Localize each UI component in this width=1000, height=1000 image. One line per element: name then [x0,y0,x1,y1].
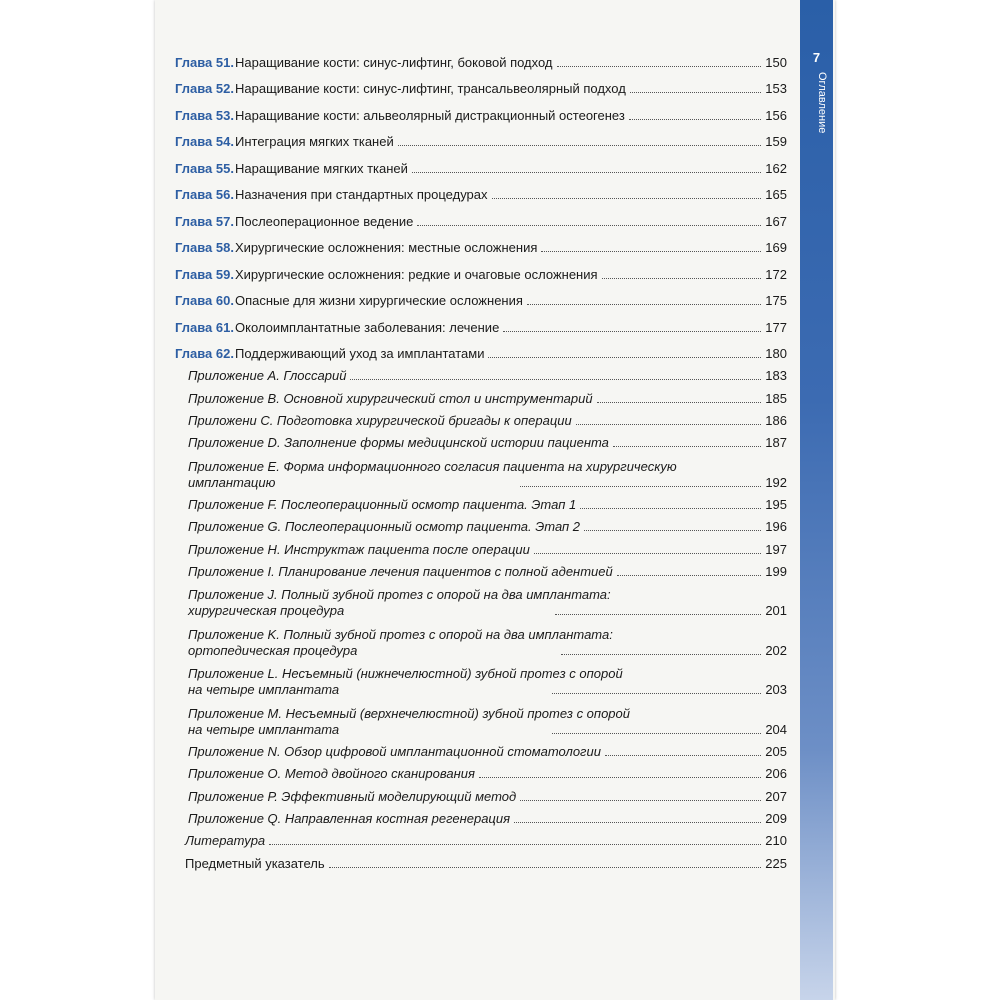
dot-leader [417,225,761,226]
chapter-label: Глава 53. [175,107,234,123]
toc-chapter-entry[interactable] [175,44,787,71]
appendix-page: 201 [765,603,788,619]
chapter-label: Глава 54. [175,134,234,149]
appendix-page: 206 [765,766,787,782]
chapter-title: Наращивание мягких тканей [235,160,408,176]
backmatter-page: 210 [765,833,787,849]
toc-appendix-entry[interactable] [175,760,787,782]
chapter-label: Глава 58. [175,240,234,255]
chapter-page: 165 [765,187,787,202]
chapter-label: Глава 51. [175,54,234,70]
dot-leader [488,357,761,358]
chapter-title: Послеоперационное ведение [235,213,414,229]
appendix-page: 197 [765,541,787,557]
appendix-title: Приложени С. Подготовка хирургической бригады к операции [188,412,572,428]
dot-leader [605,755,761,756]
appendix-title-cont: на четыре имплантата [188,682,340,698]
toc-appendix-entry[interactable] [175,782,787,804]
appendix-title-row2 [188,682,787,698]
appendix-title-cont: хирургическая процедура [188,603,345,619]
toc-appendix-entry[interactable] [175,362,787,384]
appendix-title: Приложение L. Несъемный (нижнечелюстной) зубной протез с опорой [188,666,623,682]
appendix-page: 187 [765,435,787,451]
dot-leader [412,172,761,173]
dot-leader [576,424,762,425]
dot-leader [602,278,762,279]
toc-appendix-entry[interactable] [175,491,787,513]
toc-appendix-entry[interactable] [175,698,787,738]
backmatter-title: Предметный указатель [185,855,325,871]
chapter-title: Опасные для жизни хирургические осложнения [235,293,523,308]
appendix-page: 209 [765,811,787,827]
toc-appendix-entry[interactable] [175,429,787,451]
toc-appendix-entry[interactable] [175,805,787,827]
appendix-title: Приложение А. Глоссарий [188,368,347,384]
appendix-title: Приложение Р. Эффективный моделирующий метод [188,788,517,804]
appendix-title: Приложение Е. Форма информационного согласия пациента на хирургическую [188,458,677,474]
chapter-page: 150 [765,54,787,70]
appendix-title: Приложение В. Основной хирургический стол и инструментарий [188,390,593,406]
appendix-page: 205 [765,744,787,760]
chapter-page: 175 [765,293,787,308]
toc-chapter-entry[interactable] [175,97,787,124]
backmatter-page: 225 [765,855,787,871]
chapter-page: 159 [765,134,787,149]
toc-chapter-entry[interactable] [175,150,787,177]
backmatter-title: Литература [185,833,266,849]
appendix-page: 183 [765,368,787,384]
dot-leader [503,331,761,332]
chapter-page: 156 [765,107,787,123]
chapter-page: 172 [765,266,787,282]
chapter-label: Глава 52. [175,81,234,96]
chapter-title: Хирургические осложнения: редкие и очаговые осложнения [235,266,598,282]
chapter-label: Глава 59. [175,266,234,282]
chapter-page: 177 [765,319,787,335]
dot-leader [597,402,762,403]
dot-leader [557,66,762,67]
dot-leader [552,733,761,734]
dot-leader [617,575,762,576]
appendix-page: 199 [765,563,787,579]
chapter-title: Наращивание кости: альвеолярный дистракционный остеогенез [235,107,625,123]
toc-appendix-entry[interactable] [175,384,787,406]
dot-leader [630,92,762,93]
chapter-title: Поддерживающий уход за имплантатами [235,346,485,361]
toc-appendix-entry[interactable] [175,580,787,620]
toc-appendix-entry[interactable] [175,619,787,659]
dot-leader [552,693,761,694]
chapter-label: Глава 57. [175,213,234,229]
toc-chapter-entry[interactable] [175,309,787,336]
chapter-title: Назначения при стандартных процедурах [235,187,488,202]
dot-leader [541,251,761,252]
appendix-page: 203 [765,682,788,698]
chapter-label: Глава 55. [175,160,234,176]
appendix-page: 185 [765,390,787,406]
chapter-page: 162 [765,160,787,176]
appendix-title: Приложение О. Метод двойного сканирования [188,766,475,782]
appendix-page: 192 [765,474,788,490]
appendix-title-row2 [188,603,787,619]
table-of-contents [175,44,787,872]
appendix-title-cont: имплантацию [188,474,276,490]
chapter-title: Интеграция мягких тканей [235,134,394,149]
appendix-page: 186 [765,412,787,428]
section-sidebar [800,0,833,1000]
dot-leader [555,614,762,615]
toc-backmatter-entry[interactable] [175,827,787,849]
appendix-title: Приложение J. Полный зубной протез с опорой на два имплантата: [188,587,611,603]
toc-appendix-entry[interactable] [175,558,787,580]
appendix-title: Приложение М. Несъемный (верхнечелюстной) зубной протез с опорой [188,705,630,721]
appendix-title: Приложение K. Полный зубной протез с опорой на два имплантата: [188,626,613,642]
appendix-title: Приложение D. Заполнение формы медицинской истории пациента [188,435,609,451]
chapter-page: 180 [765,346,787,361]
toc-appendix-entry[interactable] [175,451,787,491]
dot-leader [613,446,761,447]
appendix-title-row2 [188,643,787,659]
chapter-title: Хирургические осложнения: местные осложнения [235,240,538,255]
toc-chapter-entry[interactable] [175,177,787,204]
appendix-page: 204 [765,721,788,737]
chapter-label: Глава 62. [175,346,234,361]
chapter-label: Глава 60. [175,293,234,308]
chapter-label: Глава 56. [175,187,234,202]
chapter-page: 169 [765,240,787,255]
toc-chapter-entry[interactable] [175,71,787,98]
dot-leader [329,867,762,868]
appendix-title: Приложение Q. Направленная костная регенерация [188,811,511,827]
dot-leader [269,844,761,845]
toc-chapter-entry[interactable] [175,336,787,363]
appendix-title-row2 [188,475,787,491]
toc-chapter-entry[interactable] [175,283,787,310]
dot-leader [514,822,761,823]
appendix-page: 202 [765,642,788,658]
chapter-title: Околоимплантатные заболевания: лечение [235,319,500,335]
appendix-title: Приложение N. Обзор цифровой имплантационной стоматологии [188,744,601,760]
page-number: 7 [812,50,821,65]
toc-backmatter-entry[interactable] [175,849,787,871]
toc-chapter-entry[interactable] [175,203,787,230]
appendix-page: 196 [765,519,787,535]
appendix-title-row2 [188,722,787,738]
chapter-title: Наращивание кости: синус-лифтинг, трансальвеолярный подход [235,81,626,96]
dot-leader [527,304,761,305]
dot-leader [398,145,762,146]
dot-leader [479,777,761,778]
chapter-title: Наращивание кости: синус-лифтинг, боковой подход [235,54,553,70]
chapter-page: 153 [765,81,787,96]
dot-leader [629,119,761,120]
dot-leader [520,486,761,487]
toc-chapter-entry[interactable] [175,256,787,283]
appendix-title-block [188,587,787,619]
section-title: Оглавление [816,72,828,134]
appendix-title-block [188,627,787,659]
appendix-title-cont: ортопедическая процедура [188,642,358,658]
toc-appendix-entry[interactable] [175,407,787,429]
dot-leader [584,530,761,531]
appendix-page: 207 [765,788,787,804]
appendix-title-cont: на четыре имплантата [188,721,340,737]
dot-leader [580,508,761,509]
toc-appendix-entry[interactable] [175,738,787,760]
appendix-title: Приложение I. Планирование лечения пациентов с полной адентией [188,563,613,579]
appendix-title: Приложение Н. Инструктаж пациента после операции [188,541,530,557]
toc-appendix-entry[interactable] [175,535,787,557]
appendix-title-block [188,706,787,738]
toc-appendix-entry[interactable] [175,659,787,699]
appendix-title: Приложение F. Послеоперационный осмотр пациента. Этап 1 [188,496,577,512]
dot-leader [561,654,761,655]
appendix-title-block [188,459,787,491]
toc-chapter-entry[interactable] [175,230,787,257]
dot-leader [534,553,761,554]
toc-appendix-entry[interactable] [175,513,787,535]
toc-chapter-entry[interactable] [175,124,787,151]
appendix-title-block [188,666,787,698]
dot-leader [520,800,761,801]
appendix-page: 195 [765,496,787,512]
appendix-title: Приложение G. Послеоперационный осмотр пациента. Этап 2 [188,519,581,535]
chapter-label: Глава 61. [175,319,234,335]
dot-leader [492,198,762,199]
chapter-page: 167 [765,213,787,229]
dot-leader [350,379,761,380]
